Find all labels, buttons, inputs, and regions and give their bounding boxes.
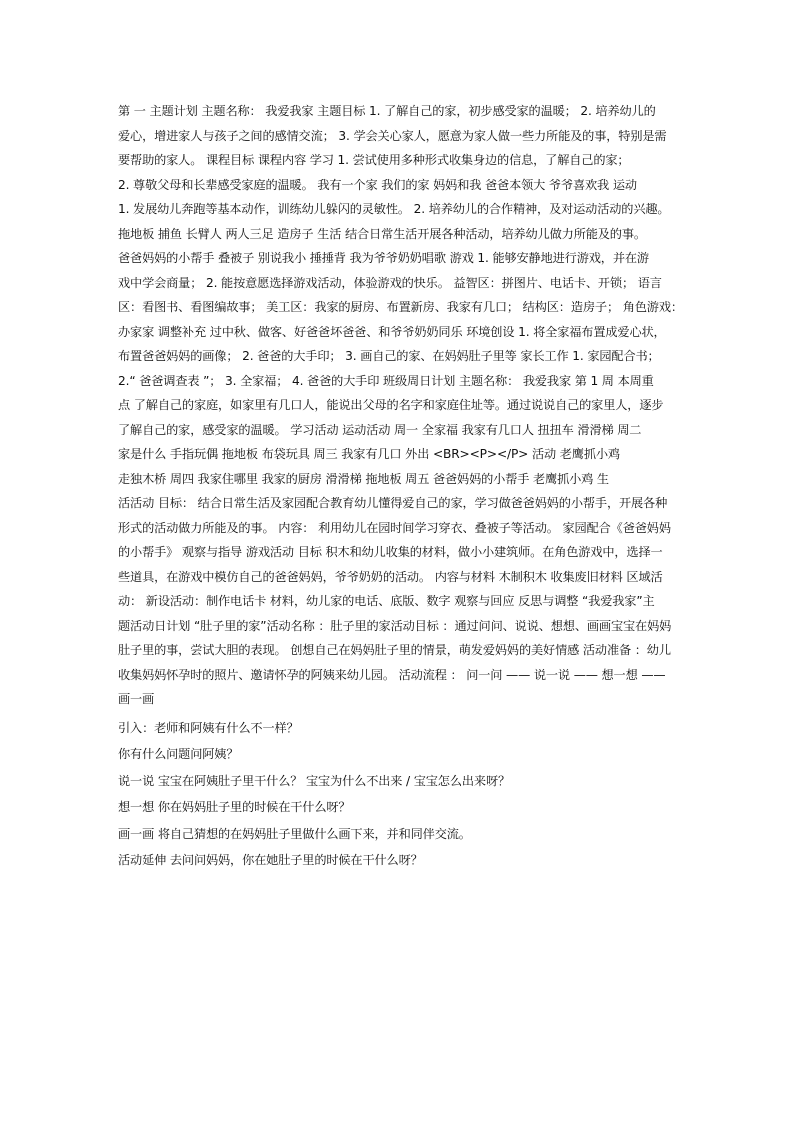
activity-line: 说一说 宝宝在阿姨肚子里干什么？ 宝宝为什么不出来 / 宝宝怎么出来呀？ <box>118 773 511 788</box>
document-body <box>118 99 684 874</box>
text-line: 爸爸妈妈的小帮手 叠被子 别说我小 捶捶背 我为爷爷奶奶唱歌 游戏 1. 能够安静地进行游戏，并在游 <box>118 251 649 265</box>
text-line: 第 一 主题计划 主题名称： 我爱我家 主题目标 1. 了解自己的家，初步感受家的温暖； 2. 培养幼儿的 <box>118 104 656 118</box>
text-line: 的小帮手》 观察与指导 游戏活动 目标 积木和幼儿收集的材料，做小小建筑师。在角色游戏中，选择一 <box>118 545 663 559</box>
text-line: 拖地板 捕鱼 长臂人 两人三足 造房子 生活 结合日常生活开展各种活动，培养幼儿做力所能及的事。 <box>118 226 646 241</box>
text-line: 区：看图书、看图编故事； 美工区：我家的厨房、布置新房、我家有几口； 结构区：造房子； 角色游戏： <box>118 300 683 314</box>
text-line: 家是什么 手指玩偶 拖地板 布袋玩具 周三 我家有几口 外出 <BR><P></P> 活动 老鹰抓小鸡 <box>118 447 620 461</box>
text-line: 办家家 调整补充 过中秋、做客、好爸爸坏爸爸、和爷爷奶奶同乐 环境创设 1. 将全家福布置成爱心状， <box>118 324 666 339</box>
text-line: 走独木桥 周四 我家住哪里 我家的厨房 滑滑梯 拖地板 周五 爸爸妈妈的小帮手 老鹰抓小鸡 生 <box>118 471 609 486</box>
text-line: 了解自己的家，感受家的温暖。 学习活动 运动活动 周一 全家福 我家有几口人 扭扭车 滑滑梯 周二 <box>118 422 642 437</box>
text-line: 爱心，增进家人与孩子之间的感情交流； 3. 学会关心家人，愿意为家人做一些力所能及的事，特别是需 <box>118 128 667 143</box>
text-line: 动： 新设活动：制作电话卡 材料，幼儿家的电话、底版、数字 观察与回应 反思与调整 “我爱我家”主 <box>118 594 655 608</box>
main-paragraph <box>118 99 684 712</box>
activity-line: 画一画 将自己猜想的在妈妈肚子里做什么画下来，并和同伴交流。 <box>118 826 471 841</box>
text-line: 2. 尊敬父母和长辈感受家庭的温暖。 我有一个家 我们的家 妈妈和我 爸爸本领大 爷爷喜欢我 运动 <box>118 177 637 192</box>
text-line: 2.“ 爸爸调查表 ”； 3. 全家福； 4. 爸爸的大手印 班级周日计划 主题名称： 我爱我家 第 1 周 本周重 <box>118 373 654 388</box>
text-line: 要帮助的家人。 课程目标 课程内容 学习 1. 尝试使用多种形式收集身边的信息，了解自己的家； <box>118 153 630 167</box>
activity-flow-section <box>118 715 684 874</box>
activity-line: 活动延伸 去问问妈妈，你在她肚子里的时候在干什么呀？ <box>118 853 423 867</box>
activity-line: 你有什么问题问阿姨？ <box>118 747 239 761</box>
text-line: 活活动 目标： 结合日常生活及家园配合教育幼儿懂得爱自己的家，学习做爸爸妈妈的小帮手，开展各种 <box>118 496 668 510</box>
text-line: 收集妈妈怀孕时的照片、邀请怀孕的阿姨来幼儿园。 活动流程 ： 问一问 —— 说一说 —— 想一想 —— <box>118 667 666 682</box>
text-line: 些道具，在游戏中模仿自己的爸爸妈妈，爷爷奶奶的活动。 内容与材料 木制积木 收集废旧材料 区域活 <box>118 569 663 584</box>
text-line: 肚子里的事，尝试大胆的表现。 创想自己在妈妈肚子里的情景，萌发爱妈妈的美好情感 活动准备 ：幼儿 <box>118 643 671 657</box>
activity-line: 想一想 你在妈妈肚子里的时候在干什么呀？ <box>118 800 351 814</box>
text-line: 布置爸爸妈妈的画像； 2. 爸爸的大手印； 3. 画自己的家、在妈妈肚子里等 家长工作 1. 家园配合书； <box>118 349 660 363</box>
text-line: 戏中学会商量； 2. 能按意愿选择游戏活动，体验游戏的快乐。 益智区：拼图片、电话卡、开锁； 语言 <box>118 275 662 290</box>
activity-line: 引入：老师和阿姨有什么不一样？ <box>118 720 299 735</box>
text-line: 点 了解自己的家庭，如家里有几口人，能说出父母的名字和家庭住址等。通过说说自己的家里人，逐步 <box>118 398 664 412</box>
text-line: 形式的活动做力所能及的事。 内容： 利用幼儿在园时间学习穿衣、叠被子等活动。 家园配合《爸爸妈妈 <box>118 520 671 535</box>
text-line: 画一画 <box>118 692 155 706</box>
text-line: 1. 发展幼儿奔跑等基本动作，训练幼儿躲闪的灵敏性。 2. 培养幼儿的合作精神，及对运动活动的兴趣。 <box>118 202 670 216</box>
text-line: 题活动日计划 “肚子里的家”活动名称 ：肚子里的家活动目标 ：通过问问、说说、想想、画画宝宝在妈妈 <box>118 618 672 633</box>
